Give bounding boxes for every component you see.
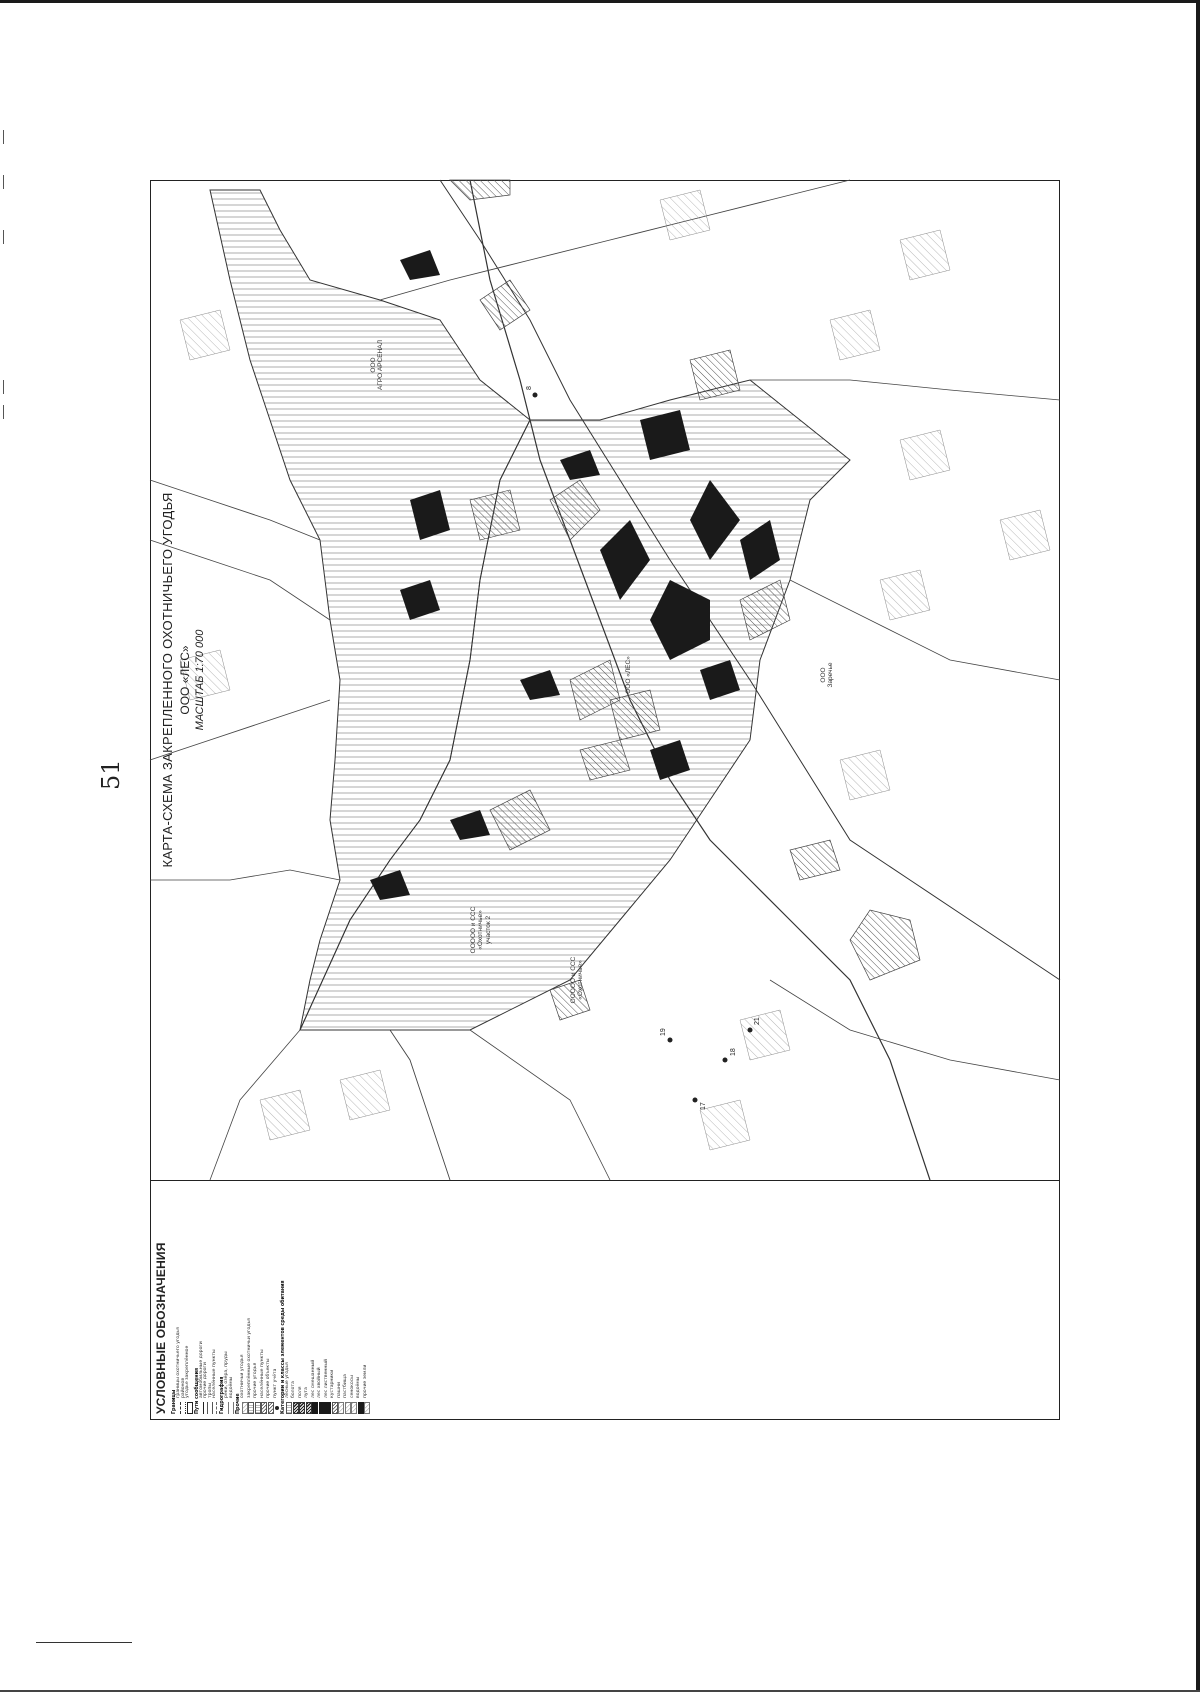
point-marker bbox=[748, 1028, 753, 1033]
legend-symbol bbox=[345, 1402, 351, 1414]
margin-tick bbox=[3, 380, 4, 394]
point-marker bbox=[533, 393, 538, 398]
neighbor-boundary bbox=[470, 1030, 610, 1180]
legend-label: луга bbox=[304, 1387, 310, 1398]
legend-label: прочие угодья bbox=[253, 1362, 259, 1398]
label-agro-arsenal: ООО АГРО АРСЕНАЛ bbox=[370, 340, 385, 390]
legend-label: реки, озёра, пруды bbox=[224, 1351, 230, 1398]
map-area bbox=[150, 180, 1060, 1180]
point-marker bbox=[693, 1098, 698, 1103]
legend-item bbox=[186, 1187, 193, 1414]
legend-label: прочие земли bbox=[362, 1364, 368, 1398]
legend-label: прочие объекты bbox=[266, 1358, 272, 1398]
legend-symbol bbox=[233, 1402, 234, 1414]
map-owner: ООО «ЛЕС» bbox=[178, 645, 192, 715]
legend-label: угодье закреплённое bbox=[185, 1345, 191, 1398]
point-marker bbox=[668, 1038, 673, 1043]
legend-label: лес лиственный bbox=[323, 1358, 329, 1398]
legend-item bbox=[213, 1187, 218, 1414]
legend-label: тропы bbox=[207, 1382, 213, 1398]
legend-symbol bbox=[351, 1402, 357, 1414]
legend-symbol bbox=[312, 1402, 318, 1414]
legend-symbol bbox=[364, 1402, 370, 1414]
neighbor-boundary bbox=[750, 380, 1060, 400]
legend-symbol bbox=[212, 1402, 213, 1414]
margin-tick bbox=[3, 405, 4, 419]
label-ooo-les: ООО «ЛЕС» bbox=[625, 656, 632, 694]
legend-label: лесные угодья bbox=[284, 1362, 290, 1398]
page-number: 51 bbox=[97, 759, 125, 790]
legend-symbol bbox=[216, 1402, 217, 1414]
point-marker bbox=[723, 1058, 728, 1063]
legend-symbol bbox=[180, 1402, 181, 1414]
legend-label: охотничьи угодья bbox=[240, 1354, 246, 1398]
legend-symbol bbox=[319, 1402, 325, 1414]
legend-label: водоёмы bbox=[356, 1376, 362, 1398]
label-neighbor-south: ООО Заречье bbox=[820, 662, 835, 688]
legend-group-title: Пути сообщения bbox=[194, 1367, 200, 1414]
legend-list bbox=[172, 1187, 370, 1414]
legend-label: лес хвойный bbox=[317, 1367, 323, 1398]
legend-symbol bbox=[286, 1402, 292, 1414]
legend-item bbox=[230, 1187, 235, 1414]
legend-label: кустарники bbox=[330, 1369, 336, 1398]
legend-label: болота bbox=[291, 1381, 297, 1398]
page-edge-top bbox=[0, 0, 1200, 3]
legend-label: лес смешанный bbox=[310, 1359, 316, 1398]
legend-symbol bbox=[187, 1402, 193, 1414]
legend-label: автомобильные дороги bbox=[198, 1341, 204, 1398]
map-sheet bbox=[150, 180, 1060, 1420]
legend-symbol bbox=[338, 1402, 344, 1414]
neighbor-boundary bbox=[150, 540, 330, 620]
legend-label: водоёмы bbox=[228, 1376, 234, 1398]
point-number: 18 bbox=[730, 1048, 737, 1056]
legend-panel bbox=[150, 1180, 1060, 1420]
legend-item bbox=[364, 1187, 371, 1414]
margin-tick bbox=[3, 130, 4, 144]
legend-symbol bbox=[275, 1406, 279, 1410]
legend-symbol bbox=[255, 1402, 261, 1414]
legend-label: населённые пункты bbox=[212, 1349, 218, 1398]
legend-label: пастбища bbox=[343, 1374, 349, 1398]
legend-symbol bbox=[228, 1402, 229, 1414]
road bbox=[390, 1030, 450, 1180]
legend-group-title: Границы bbox=[172, 1389, 177, 1414]
legend-label: поля bbox=[297, 1386, 303, 1398]
legend-symbol bbox=[207, 1402, 208, 1414]
legend-label: сенокосы bbox=[349, 1375, 355, 1398]
legend-symbol bbox=[293, 1402, 299, 1414]
map-scale: МАСШТАБ 1:70 000 bbox=[194, 629, 206, 731]
legend-label: границы охотничьего угодья bbox=[176, 1327, 181, 1398]
footnote-rule bbox=[36, 1642, 132, 1643]
road bbox=[380, 180, 850, 300]
road bbox=[150, 700, 330, 760]
legend-symbol bbox=[325, 1402, 331, 1414]
legend-label: прочие дороги bbox=[203, 1362, 209, 1398]
margin-tick bbox=[3, 175, 4, 189]
point-number: 19 bbox=[660, 1028, 667, 1036]
legend-symbol bbox=[332, 1402, 338, 1414]
legend-label: населённые пункты bbox=[259, 1349, 265, 1398]
legend-heading: УСЛОВНЫЕ ОБОЗНАЧЕНИЯ bbox=[154, 1242, 168, 1414]
point-number: 21 bbox=[754, 1017, 761, 1025]
legend-symbol bbox=[261, 1402, 267, 1414]
legend-symbol bbox=[306, 1402, 312, 1414]
legend-symbol bbox=[203, 1402, 204, 1414]
legend-label: закреплённые охотничьи угодья bbox=[246, 1318, 252, 1398]
legend-symbol bbox=[242, 1402, 248, 1414]
legend-symbol bbox=[185, 1402, 186, 1414]
neighbor-boundary bbox=[770, 980, 1060, 1080]
point-number: 8 bbox=[526, 386, 533, 390]
label-neighbor-west-2: ООООО и ССС «Охотничье» участок 2 bbox=[470, 906, 492, 954]
legend-item bbox=[274, 1187, 279, 1414]
label-neighbor-west-1: ООООО и ССС «Охотничье» bbox=[570, 956, 585, 1004]
legend-label: районов bbox=[180, 1377, 186, 1398]
legend-label: пашни bbox=[336, 1381, 342, 1398]
map-drawing bbox=[150, 180, 1060, 1180]
page-edge-right bbox=[1196, 0, 1200, 1692]
margin-tick bbox=[3, 230, 4, 244]
legend-group-title: Гидрография bbox=[220, 1376, 226, 1414]
legend-symbol bbox=[248, 1402, 254, 1414]
legend-label: пункт учёта bbox=[272, 1368, 278, 1398]
legend-symbol bbox=[268, 1402, 274, 1414]
point-number: 17 bbox=[700, 1102, 707, 1110]
legend-symbol bbox=[358, 1402, 364, 1414]
legend-group-title: Прочие bbox=[236, 1393, 242, 1414]
map-title: КАРТА-СХЕМА ЗАКРЕПЛЕННОГО ОХОТНИЧЬЕГО УГОДЬЯ bbox=[160, 492, 175, 868]
legend-symbol bbox=[299, 1402, 305, 1414]
legend-group-title: Категории и классы элементов среды обитания bbox=[280, 1280, 286, 1414]
